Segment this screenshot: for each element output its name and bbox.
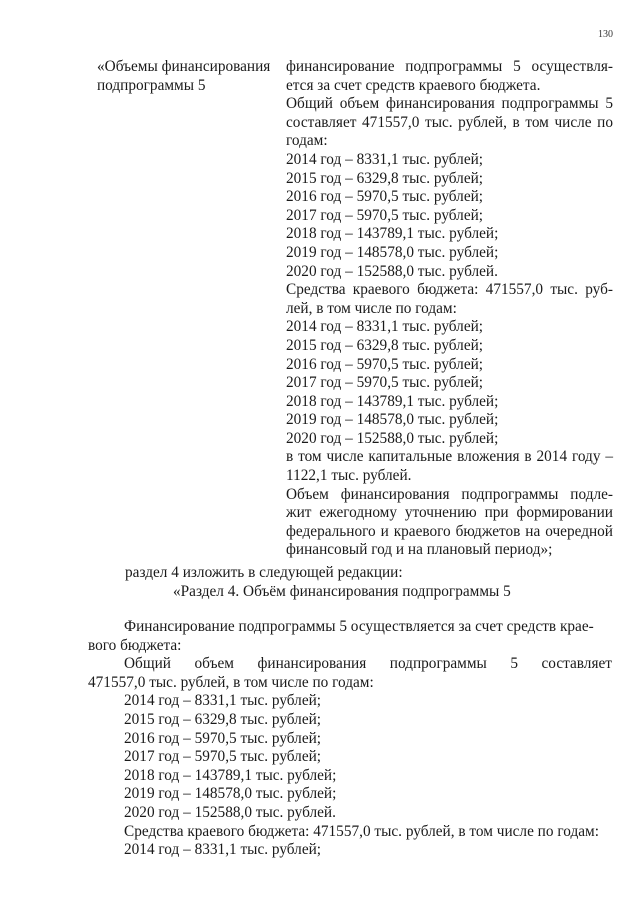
value-line: составляет 471557,0 тыс. рублей, в том числе по [286,113,613,131]
value-line: годам: [286,132,328,150]
value-line: Общий объем финансирования подпрограммы 5 [286,95,613,113]
year-line: 2014 год – 8331,1 тыс. рублей; [124,841,322,859]
value-line: 2014 год – 8331,1 тыс. рублей; [286,150,484,168]
regional-budget-line: Средства краевого бюджета: 471557,0 тыс. рублей, в том числе по годам: [124,822,599,840]
value-line: 2019 год – 148578,0 тыс. рублей; [286,411,499,429]
value-line: 2015 год – 6329,8 тыс. рублей; [286,336,484,354]
year-line: 2020 год – 152588,0 тыс. рублей. [124,803,336,821]
year-line: 2015 год – 6329,8 тыс. рублей; [124,710,322,728]
value-line: 2018 год – 143789,1 тыс. рублей; [286,392,499,410]
paragraph-total-line1 [88,655,612,674]
word: составляет [541,655,612,673]
paragraph-financing-line2: вого бюджета: [88,636,182,654]
section-heading: «Раздел 4. Объём финансирования подпрограммы 5 [173,583,511,600]
year-line: 2019 год – 148578,0 тыс. рублей; [124,785,337,803]
value-line: 1122,1 тыс. рублей. [286,467,412,485]
section-body [88,618,612,860]
word: объем [194,655,234,673]
value-line: 2015 год – 6329,8 тыс. рублей; [286,169,484,187]
value-line: 2019 год – 148578,0 тыс. рублей; [286,243,499,261]
year-line: 2017 год – 5970,5 тыс. рублей; [124,748,322,766]
value-line: 2014 год – 8331,1 тыс. рублей; [286,318,484,336]
year-line: 2018 год – 143789,1 тыс. рублей; [124,766,337,784]
value-line: 2017 год – 5970,5 тыс. рублей; [286,374,484,392]
label-line: подпрограммы 5 [97,76,206,94]
value-line: жит ежегодному уточнению при формировании [286,504,613,522]
year-line: 2014 год – 8331,1 тыс. рублей; [124,692,322,710]
year-line: 2016 год – 5970,5 тыс. рублей; [124,729,322,747]
value-line: 2018 год – 143789,1 тыс. рублей; [286,225,499,243]
value-line: финансирование подпрограммы 5 осуществля- [286,58,613,75]
value-line: в том числе капитальные вложения в 2014 году – [286,448,613,466]
value-line: 2016 год – 5970,5 тыс. рублей; [286,355,484,373]
page-number: 130 [598,29,613,40]
value-line: федерального и краевого бюджетов на очередной [286,522,613,540]
paragraph-total-line2: 471557,0 тыс. рублей, в том числе по годам: [88,673,374,691]
value-line: ется за счет средств краевого бюджета. [286,76,541,94]
passport-row-label [97,58,277,95]
instruction-text: раздел 4 изложить в следующей редакции: [125,564,403,581]
word: Общий [124,655,171,673]
passport-row-value [286,58,613,560]
value-line: 2016 год – 5970,5 тыс. рублей; [286,188,484,206]
label-line: «Объемы финансирования [97,58,271,75]
value-line: Средства краевого бюджета: 471557,0 тыс. руб- [286,281,613,299]
paragraph-financing-line1: Финансирование подпрограммы 5 осуществляется за счет средств крае- [124,618,594,635]
word: 5 [510,655,518,673]
value-line: 2020 год – 152588,0 тыс. рублей; [286,429,499,447]
value-line: Объем финансирования подпрограммы подле- [286,485,613,503]
value-line: 2017 год – 5970,5 тыс. рублей; [286,206,484,224]
value-line: лей, в том числе по годам: [286,299,457,317]
value-line: финансовый год и на плановый период»; [286,541,553,559]
word: финансирования [257,655,367,673]
word: подпрограммы [389,655,487,673]
value-line: 2020 год – 152588,0 тыс. рублей. [286,262,498,280]
